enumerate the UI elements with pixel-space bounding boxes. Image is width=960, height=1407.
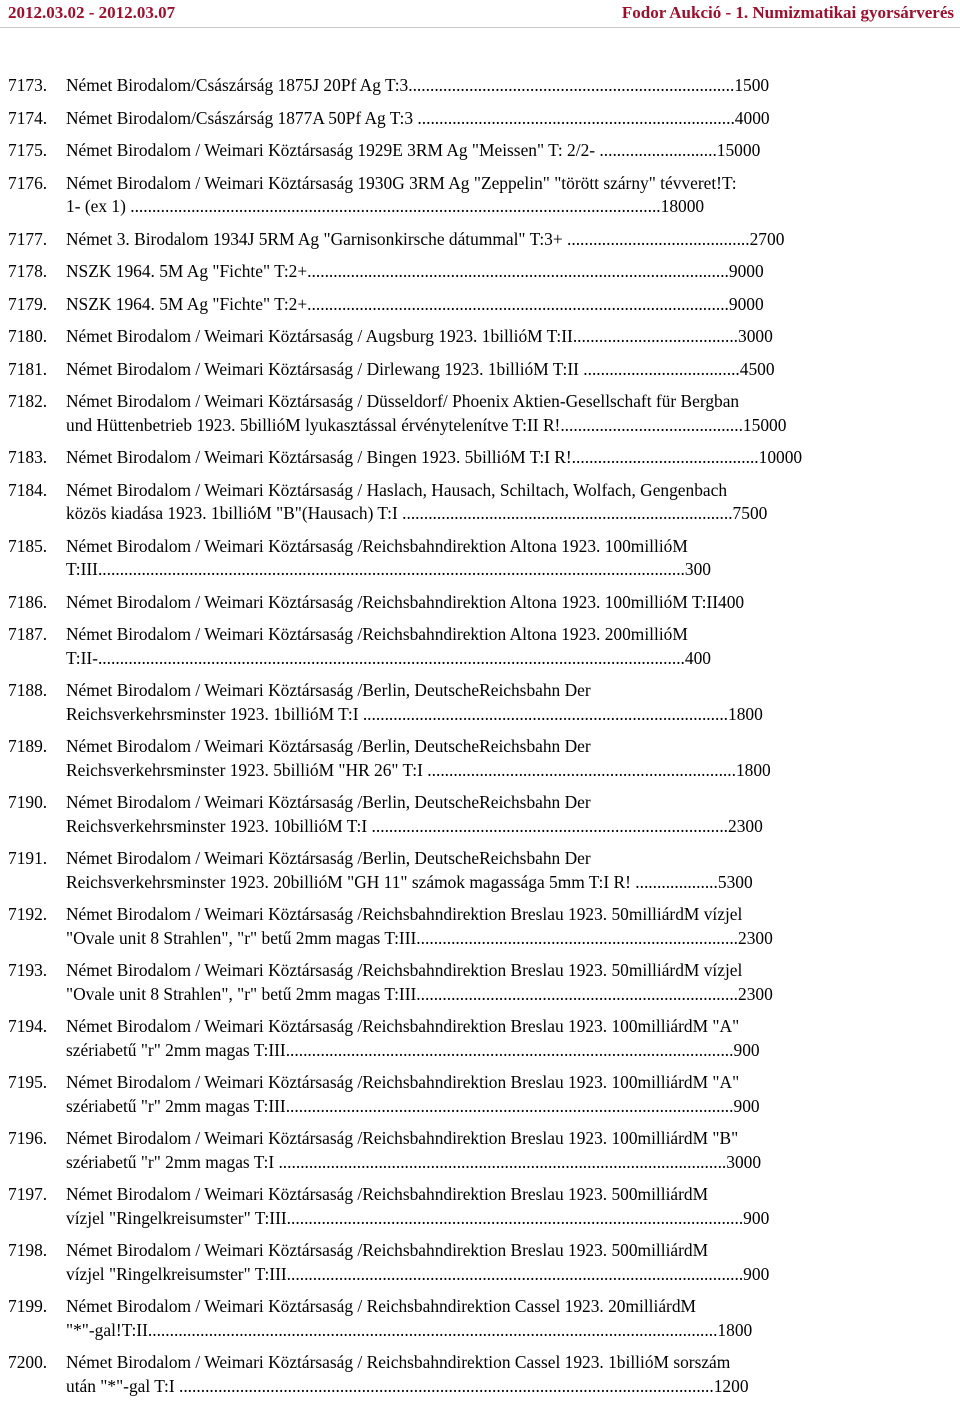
lot-number: 7188. bbox=[8, 680, 48, 700]
lot-number: 7176. bbox=[8, 172, 48, 193]
lot-line: Német Birodalom/Császárság 1877A 50Pf Ag T:3 .........................................................................4000 bbox=[66, 107, 770, 128]
lot-description bbox=[66, 903, 872, 950]
lot-line: után "*"-gal T:I ...........................................................................................................................1200 bbox=[66, 1375, 749, 1396]
lot-line: und Hüttenbetrieb 1923. 5billióM lyukasztással érvénytelenítve T:II R!..........................................15000 bbox=[66, 414, 787, 435]
lot-line: Német Birodalom / Weimari Köztársaság /Reichsbahndirektion Breslau 1923. 500milliárdM bbox=[66, 1184, 709, 1204]
lot-number: 7181. bbox=[8, 358, 48, 379]
lot-number: 7173. bbox=[8, 75, 48, 95]
lot-number: 7179. bbox=[8, 293, 48, 314]
lot-description bbox=[66, 228, 872, 252]
lot-entry bbox=[8, 1127, 872, 1174]
lot-number: 7187. bbox=[8, 624, 48, 644]
lot-line: Reichsverkehrsminster 1923. 20billióM "GH 11" számok magassága 5mm T:I R! ...................5300 bbox=[66, 871, 753, 892]
lot-description bbox=[66, 446, 872, 470]
lot-line: T:III.......................................................................................................................................300 bbox=[66, 559, 711, 579]
lot-description bbox=[66, 260, 872, 284]
auction-date-range: 2012.03.02 - 2012.03.07 bbox=[8, 3, 176, 22]
lot-number: 7193. bbox=[8, 960, 48, 980]
lot-description bbox=[66, 390, 872, 437]
lot-line: "*"-gal!T:II...................................................................................................................................1800 bbox=[66, 1319, 753, 1340]
lot-description bbox=[66, 1295, 872, 1342]
lot-line: Német Birodalom / Weimari Köztársaság 1930G 3RM Ag "Zeppelin" "törött szárny" tévveret!T: bbox=[66, 172, 737, 193]
lot-number: 7177. bbox=[8, 228, 48, 249]
lot-line: Német Birodalom / Weimari Köztársaság /Reichsbahndirektion Breslau 1923. 100milliárdM "A" bbox=[66, 1016, 740, 1036]
lot-entry bbox=[8, 358, 872, 382]
lot-description bbox=[66, 139, 872, 163]
lot-line: Reichsverkehrsminster 1923. 1billióM T:I ....................................................................................1800 bbox=[66, 703, 763, 724]
lot-description bbox=[66, 1183, 872, 1230]
lot-line: T:II-.......................................................................................................................................400 bbox=[66, 647, 711, 668]
lot-line: szériabetű "r" 2mm magas T:III.......................................................................................................900 bbox=[66, 1039, 760, 1060]
page-header bbox=[0, 0, 960, 28]
lot-line: "Ovale unit 8 Strahlen", "r" betű 2mm magas T:III..........................................................................2300 bbox=[66, 927, 773, 948]
lot-number: 7198. bbox=[8, 1240, 48, 1260]
lot-line: Német Birodalom / Weimari Köztársaság /Reichsbahndirektion Breslau 1923. 100milliárdM "A" bbox=[66, 1072, 740, 1092]
lot-line: Német Birodalom / Weimari Köztársaság /Reichsbahndirektion Breslau 1923. 50milliárdM vízjel bbox=[66, 904, 743, 924]
lot-description bbox=[66, 358, 872, 382]
lot-entry bbox=[8, 325, 872, 349]
lot-line: Német Birodalom / Weimari Köztársaság /Reichsbahndirektion Altona 1923. 100millióM bbox=[66, 535, 688, 556]
lot-number: 7182. bbox=[8, 391, 48, 411]
lot-line: Német Birodalom / Weimari Köztársaság / Dirlewang 1923. 1billióM T:II ....................................4500 bbox=[66, 358, 775, 379]
lot-description bbox=[66, 1015, 872, 1062]
lot-line: "Ovale unit 8 Strahlen", "r" betű 2mm magas T:III..........................................................................2300 bbox=[66, 983, 773, 1004]
lot-number: 7191. bbox=[8, 848, 48, 868]
lot-description bbox=[66, 293, 872, 317]
lot-entry bbox=[8, 1183, 872, 1230]
lot-entry bbox=[8, 959, 872, 1006]
lot-line: Német Birodalom / Weimari Köztársaság /Reichsbahndirektion Breslau 1923. 50milliárdM vízjel bbox=[66, 960, 743, 980]
lot-line: Német Birodalom / Weimari Köztársaság /Berlin, DeutscheReichsbahn Der bbox=[66, 848, 591, 868]
lot-line: Német Birodalom/Császárság 1875J 20Pf Ag T:3...........................................................................1500 bbox=[66, 75, 770, 95]
lot-description bbox=[66, 959, 872, 1006]
lot-number: 7175. bbox=[8, 140, 48, 160]
lot-line: 1- (ex 1) ..........................................................................................................................18000 bbox=[66, 196, 705, 216]
lot-number: 7192. bbox=[8, 904, 48, 924]
lot-number: 7184. bbox=[8, 479, 48, 500]
lot-entry bbox=[8, 1351, 872, 1398]
lot-description bbox=[66, 107, 872, 131]
lot-description bbox=[66, 791, 872, 838]
lot-entry bbox=[8, 74, 872, 98]
lot-line: vízjel "Ringelkreisumster" T:III.........................................................................................................900 bbox=[66, 1207, 770, 1228]
lot-entry bbox=[8, 847, 872, 894]
lot-line: Német Birodalom / Weimari Köztársaság /Berlin, DeutscheReichsbahn Der bbox=[66, 736, 591, 756]
lot-entry bbox=[8, 107, 872, 131]
lot-line: NSZK 1964. 5M Ag "Fichte" T:2+.................................................................................................9000 bbox=[66, 261, 764, 281]
lot-line: Német Birodalom / Weimari Köztársaság / Düsseldorf/ Phoenix Aktien-Gesellschaft für Bergban bbox=[66, 391, 740, 411]
lot-entry bbox=[8, 1295, 872, 1342]
lot-entry bbox=[8, 293, 872, 317]
lot-line: Német Birodalom / Weimari Köztársaság / Reichsbahndirektion Cassel 1923. 20milliárdM bbox=[66, 1296, 697, 1316]
lot-entry bbox=[8, 791, 872, 838]
lot-entry bbox=[8, 735, 872, 782]
lot-line: Német Birodalom / Weimari Köztársaság /Reichsbahndirektion Altona 1923. 100millióM T:II400 bbox=[66, 591, 745, 612]
lot-description bbox=[66, 735, 872, 782]
auction-title: Fodor Aukció - 1. Numizmatikai gyorsárverés bbox=[621, 3, 954, 22]
lot-description bbox=[66, 847, 872, 894]
lot-entry bbox=[8, 479, 872, 526]
lot-description bbox=[66, 325, 872, 349]
lot-line: Német Birodalom / Weimari Köztársaság / Haslach, Hausach, Schiltach, Wolfach, Gengenbach bbox=[66, 479, 728, 500]
lot-description bbox=[66, 479, 872, 526]
lot-entry bbox=[8, 1015, 872, 1062]
lot-line: Reichsverkehrsminster 1923. 10billióM T:I ..................................................................................2300 bbox=[66, 815, 763, 836]
lot-description bbox=[66, 172, 872, 219]
lot-number: 7190. bbox=[8, 792, 48, 812]
lot-number: 7178. bbox=[8, 261, 48, 281]
lot-number: 7199. bbox=[8, 1296, 48, 1316]
lot-entry bbox=[8, 172, 872, 219]
lot-number: 7180. bbox=[8, 326, 48, 346]
lot-entry bbox=[8, 679, 872, 726]
lot-line: Német 3. Birodalom 1934J 5RM Ag "Garnisonkirsche dátummal" T:3+ ..........................................2700 bbox=[66, 228, 785, 249]
lot-line: Reichsverkehrsminster 1923. 5billióM "HR 26" T:I .......................................................................1800 bbox=[66, 759, 771, 780]
lot-description bbox=[66, 1239, 872, 1286]
lot-description bbox=[66, 623, 872, 670]
lot-line: Német Birodalom / Weimari Köztársaság /Reichsbahndirektion Breslau 1923. 500milliárdM bbox=[66, 1240, 709, 1260]
lot-number: 7200. bbox=[8, 1352, 48, 1372]
lot-entry bbox=[8, 139, 872, 163]
lot-entry bbox=[8, 535, 872, 582]
lot-description bbox=[66, 535, 872, 582]
lot-line: Német Birodalom / Weimari Köztársaság /Berlin, DeutscheReichsbahn Der bbox=[66, 680, 591, 700]
lot-description bbox=[66, 591, 872, 615]
lot-entry bbox=[8, 903, 872, 950]
lot-line: Német Birodalom / Weimari Köztársaság / Augsburg 1923. 1billióM T:II......................................3000 bbox=[66, 326, 773, 346]
lot-line: Német Birodalom / Weimari Köztársaság / Bingen 1923. 5billióM T:I R!...........................................10000 bbox=[66, 447, 803, 467]
lot-line: Német Birodalom / Weimari Köztársaság /Reichsbahndirektion Altona 1923. 200millióM bbox=[66, 624, 688, 644]
lot-line: Német Birodalom / Weimari Köztársaság /Reichsbahndirektion Breslau 1923. 100milliárdM "B" bbox=[66, 1128, 739, 1148]
lot-number: 7183. bbox=[8, 447, 48, 467]
lot-entry bbox=[8, 1071, 872, 1118]
lot-line: szériabetű "r" 2mm magas T:I .......................................................................................................3000 bbox=[66, 1151, 762, 1172]
lot-line: közös kiadása 1923. 1billióM "B"(Hausach) T:I ............................................................................7500 bbox=[66, 503, 768, 523]
lot-entry bbox=[8, 390, 872, 437]
lot-number: 7174. bbox=[8, 107, 48, 128]
lot-number: 7196. bbox=[8, 1128, 48, 1148]
lot-description bbox=[66, 74, 872, 98]
lot-entry bbox=[8, 228, 872, 252]
lot-entry bbox=[8, 1239, 872, 1286]
lot-description bbox=[66, 679, 872, 726]
lot-line: Német Birodalom / Weimari Köztársaság /Berlin, DeutscheReichsbahn Der bbox=[66, 792, 591, 812]
lot-list bbox=[8, 74, 872, 1407]
lot-entry bbox=[8, 260, 872, 284]
lot-description bbox=[66, 1071, 872, 1118]
lot-entry bbox=[8, 446, 872, 470]
lot-number: 7197. bbox=[8, 1184, 48, 1204]
lot-line: NSZK 1964. 5M Ag "Fichte" T:2+.................................................................................................9000 bbox=[66, 293, 764, 314]
lot-line: Német Birodalom / Weimari Köztársaság 1929E 3RM Ag "Meissen" T: 2/2- ...........................15000 bbox=[66, 140, 761, 160]
lot-line: Német Birodalom / Weimari Köztársaság / Reichsbahndirektion Cassel 1923. 1billióM sorszám bbox=[66, 1352, 731, 1372]
lot-line: szériabetű "r" 2mm magas T:III.......................................................................................................900 bbox=[66, 1095, 760, 1116]
lot-entry bbox=[8, 623, 872, 670]
lot-number: 7186. bbox=[8, 591, 48, 612]
lot-number: 7194. bbox=[8, 1016, 48, 1036]
lot-number: 7185. bbox=[8, 535, 48, 556]
lot-description bbox=[66, 1127, 872, 1174]
lot-number: 7195. bbox=[8, 1072, 48, 1092]
lot-number: 7189. bbox=[8, 736, 48, 756]
lot-line: vízjel "Ringelkreisumster" T:III.........................................................................................................900 bbox=[66, 1263, 770, 1284]
lot-entry bbox=[8, 591, 872, 615]
header-divider bbox=[0, 27, 960, 28]
lot-description bbox=[66, 1351, 872, 1398]
